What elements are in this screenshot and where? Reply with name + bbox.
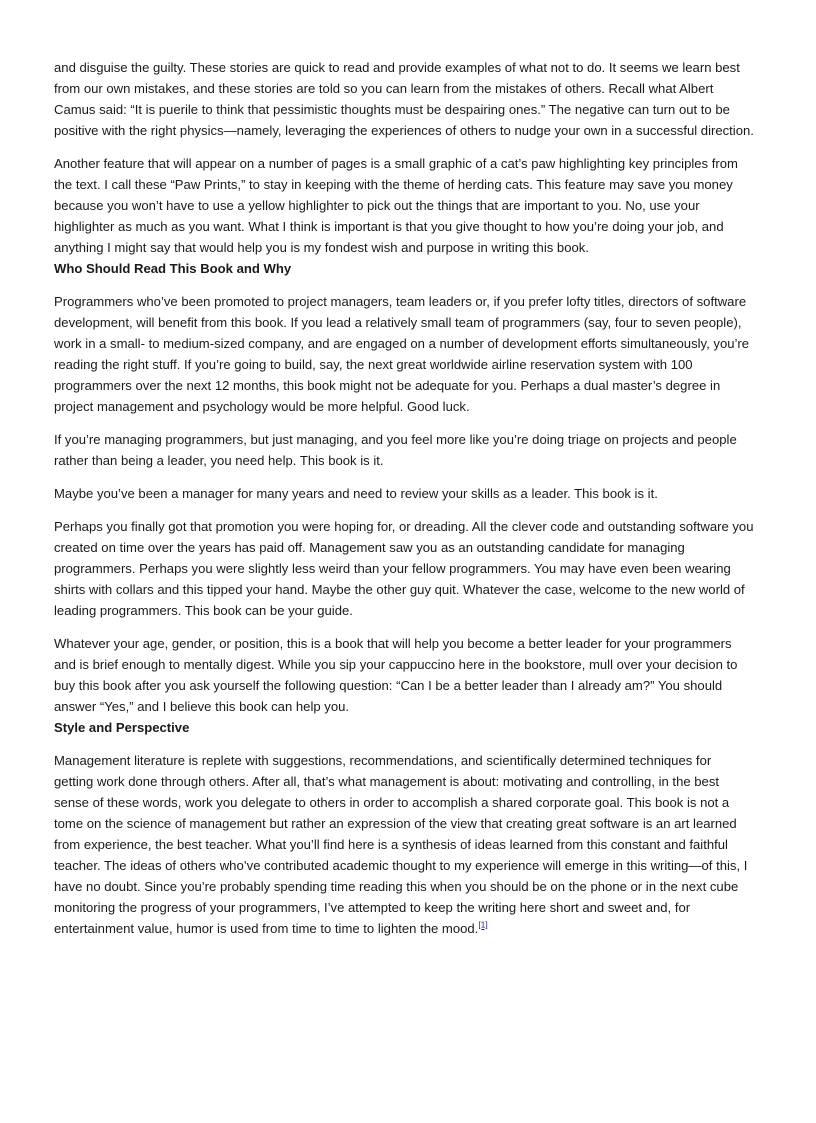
section-heading-style-perspective: Style and Perspective: [54, 720, 190, 735]
who-paragraph-5: Whatever your age, gender, or position, this is a book that will help you become a better leader for your programmers and is brief enough to mentally digest. While you sip your cappuccino here in the bookstore, mull over your decision to buy this book after you ask yourself the following question: “Can I be a better leader than I already am?” You should answer “Yes,” and I believe this book can help you.: [54, 636, 738, 714]
style-paragraph: [54, 750, 754, 939]
footnote-link[interactable]: [1]: [478, 919, 488, 930]
intro-paragraph-1: and disguise the guilty. These stories are quick to read and provide examples of what not to do. It seems we learn best from our own mistakes, and these stories are told so you can learn from the mistakes of others. Recall what Albert Camus said: “It is puerile to think that pessimistic thoughts must be despairing ones.” The negative can turn out to be positive with the right physics—namely, leveraging the experiences of others to nudge your own in a successful direction.: [54, 60, 754, 138]
intro-paragraph-2: Another feature that will appear on a number of pages is a small graphic of a cat’s paw highlighting key principles from the text. I call these “Paw Prints,” to stay in keeping with the theme of herding cats. This feature may save you money because you won’t have to use a yellow highlighter to pick out the things that are important to you. No, use your highlighter as much as you want. What I think is important is that you give thought to how you’re doing your job, and anything I might say that would help you is my fondest wish and purpose in writing this book.: [54, 156, 738, 255]
who-paragraph-3: Maybe you’ve been a manager for many years and need to review your skills as a leader. This book is it.: [54, 486, 658, 501]
style-paragraph-text: Management literature is replete with suggestions, recommendations, and scientifically determined techniques for getting work done through others. After all, that’s what management is about: motivating and controlling, in the best sense of these words, work you delegate to others in order to accomplish a shared corporate goal. This book is not a tome on the science of management but rather an expression of the view that creating great software is an art learned from experience, the best teacher. What you’ll find here is a synthesis of ideas learned from this constant and faithful teacher. The ideas of others who’ve contributed academic thought to my experience will emerge in this writing—of this, I have no doubt. Since you’re probably spending time reading this when you should be on the phone or in the next cube monitoring the progress of your programmers, I’ve attempted to keep the writing here short and sweet and, for entertainment value, humor is used from time to time to lighten the mood.: [54, 753, 748, 936]
who-paragraph-2: If you’re managing programmers, but just managing, and you feel more like you’re doing triage on projects and people rather than being a leader, you need help. This book is it.: [54, 432, 737, 468]
who-paragraph-1: Programmers who’ve been promoted to project managers, team leaders or, if you prefer lofty titles, directors of software development, will benefit from this book. If you lead a relatively small team of programmers (say, four to seven people), work in a small- to medium-sized company, and are engaged on a number of development efforts simultaneously, you’re reading the right stuff. If you’re going to build, say, the next great worldwide airline reservation system with 100 programmers over the next 12 months, this book might not be adequate for you. Perhaps a dual master’s degree in project management and psychology would be more helpful. Good luck.: [54, 294, 750, 414]
section-heading-who-should-read: Who Should Read This Book and Why: [54, 261, 292, 276]
who-paragraph-4: Perhaps you finally got that promotion you were hoping for, or dreading. All the clever code and outstanding software you created on time over the years has paid off. Management saw you as an outstanding candidate for managing programmers. Perhaps you were slightly less weird than your fellow programmers. You may have even been wearing shirts with collars and this tipped your hand. Maybe the other guy quit. Whatever the case, welcome to the new world of leading programmers. This book can be your guide.: [54, 519, 754, 618]
document-page: [54, 57, 754, 951]
